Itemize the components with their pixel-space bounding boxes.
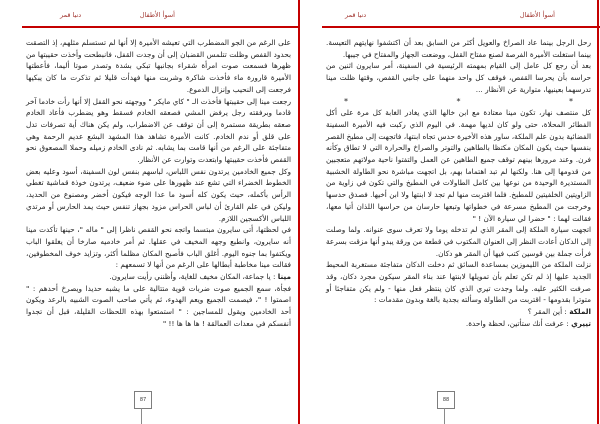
dialog-text: : أين المقر ؟ [527,307,570,317]
header-rule [322,26,600,28]
header-rule [22,26,300,28]
book-title: أسوأ الأطفال [519,11,555,19]
paragraph: رجعت مينا إلى حقيبتها فأخذت الـ " كاي مايكر " ووجهته نحو القفل إلا أنها رأت خادما آخر قادما وبرفقته رجل يرفض المشي فصعقه الخادم فسقط وهو يضطرب فأعاد الخادم صعقه بطريقة مستمرة إلى أن توقف عن الاضطراب، ولم يكن هناك أية تصرفات تدل على قلق أو ندم الخادم. كانت الأميرة تشاهد هذا المشهد البشع عديم الرحمة وهي متفاجئة على الرغم من أنها قامت بما يشابه. ثم نادى الخادم زميله وحملا المصعوق نحو القفص فأخذت حقيبتها وابتعدت وتوارت عن الأنظار. [26,96,291,165]
dialog-text: : يا جماعة، المكان مخيف للغاية، وأظنني رأيت سايرون. [109,272,278,282]
page-body [26,37,291,330]
book-title: أسوأ الأطفال [139,11,175,19]
asterisk-icon: * [344,96,348,106]
dialog-text: : عرفت أنك ستأتين، لحظة واحدة. [465,318,572,328]
page-edge-line [597,0,599,424]
paragraph: كل منتصف نهار، تكون مينا معتادة مع ابن خالها الذي يغادر الغابة كل مرة على أكل الفطائر المحلاة، حتى ولو كان لديها مهمة. في اليوم الذي ركبت فيه الأميرة السفينة الفضائية بدون علم الملكة، ساور هذه الأخيرة حدس تجاه ابنتها، فاتجهت إلى مطبخ القصر بنفسها حيث يكون المكان مكتظا بالطاهين والتوتر والصراخ والحرارة التي لا تطاق وكأنه فرن. وعند مرورها بينهم توقف جميع الطاهين عن العمل والتفتوا ناحية مولاتهم متعجبين من قدومها إلى هنا. ولكنها لم تبد اهتماما بهم، بل اتجهت مباشرة نحو الطاولة الخشبية المستديرة الوحيدة من نوعها بين كامل الطاولات في المطبخ والتي تكون في زاوية من الزاويتين الخلفيتين للمطبخ. فلما اقتربت منها لم تجد لا ابنتها ولا ابن أخيها. فصدق حدسها وخرجت من المطبخ مسرعة في خطواتها وتبعها حارسان من حراسها اللذان أتيا معها، فقالت لهما : " حضرا لي سيارة الآن ! " [326,108,591,223]
book-page-left [20,0,300,424]
page-edge-line [298,0,300,424]
dialog-line [326,318,591,330]
paragraph: على الرغم من الجو المضطرب التي تعيشه الأميرة إلا أنها لم تستسلم مثلهم، إذ التصقت بحدود القفص وظلت تتلمس القضبان إلى أن وجدت القفل، فانبطحت وأخذت حقيبتها من ظهرها فسمعت صوت امرأة شقراء بجانبها تبكي بشدة وتصدر صوتا أليما، فأعطتها الأميرة قارورة ماء فأخذت شاكرة وشربت منها فهدأت قليلا ثم تذكرت ما كان يبكيها فرجعت إلى النحيب وإنزال الدموع. [26,38,291,94]
dialog-speaker: تييري [571,318,591,328]
page-body [326,37,591,330]
asterisk-icon: * [456,96,461,106]
scene-separator [326,96,591,108]
book-page-right [320,0,600,424]
paragraph: اتجهت سيارة الملكة إلى المقر الذي لم تدخله يوما ولا تعرف سوى عنوانه. ولما وصلت إلى الدكان أعادت النظر إلى العنوان المكتوب في قطعة من ورقة يبدو أنها مزقت بسرعة فرأت جملة بين قوسين كتب فيها أن المقر هو دكان. [326,225,591,258]
page-header [20,11,300,19]
dialog-speaker: مينا [277,272,291,282]
page-number: 88 [442,397,450,403]
paragraph: بعد أن رجع كل عامل إلى القيام بمهمته الرئيسية في السفينة، أمر سايرون اثنين من حراسه بأن يحرسا القفص، فوقف كل واحد منهما على جانبي القفص، وقتها ظلت مينا تدرسهما بعينيها، متوارية عن الأنظار ... [326,61,591,94]
dialog-line [26,271,291,283]
dialog-speaker: الملكة [569,307,591,317]
page-number-box [134,391,152,409]
page-marker-line [141,408,142,424]
author-name: دنيا قمر [60,11,82,19]
page-header [320,11,600,19]
page-marker-line [444,408,445,424]
author-name: دنيا قمر [345,11,367,19]
paragraph: فجأة، سمع الجميع صوت ضربات قوية متتالية على ما يشبه حديدا ويصرخ أحدهم : " اصمتوا ! "، فيصمت الجميع ويعم الهدوء، ثم يأتي صاحب الصوت الشبيه بالرعد ويكون أحد الخادمين ويقول للمساجين : " استمتعوا بهذه اللحظات القليلة، قبل أن تجدوا أنفسكم في معدات العمالقة ! ها ها ها !! " [26,283,291,328]
dialog-line [326,306,591,318]
paragraph: رحل الرجل بينما عاد الصراخ والعويل أكثر من السابق بعد أن اكتشفوا نهايتهم التعيسة. بينما استغلت الأميرة الفرصة لصنع مفتاح القفل، ووضعت الجهاز والمفتاح في جيبها. [326,38,591,59]
paragraph: وكل جميع الخادمين يرتدون نفس اللباس، لباسهم بنفس لون السفينة، أسود وعليه بعض الخطوط الخضراء التي تشع عند ظهورها على ضوء ضعيف، يرتدون خوذة قماشية تغطي الرأس بأكمله، حيث يكون كله أسود ما عدا الوجه فيكون أخضر ومصنوع من الحديد، وليكن في علم القارئ أن لباس الحراس مزود بجهاز تنفس حيث يمد الحارس أو مرتدي اللباس الأكسجين اللازم. [26,166,291,223]
paragraph: في لحظتها، أتى سايرون مبتسما واتجه نحو القفص ناظرا إلى " ماله "، حينها تأكدت مينا أنه سايرون، وانطبع وجهه المخيف في عقلها. ثم أمر خادميه صارخا أن يغلقوا الباب ويكتفوا بما جنوه اليوم. أغلق الباب فأصبح المكان مظلما أكثر، وتزايد خوف المخطوفين، فقالت مينا مخاطبة أبطالها على الرغم من أنها لا تسمعهم : [26,225,291,270]
paragraph: نزلت الملكة من الليموزين بمساعدة السائق ثم دخلت الدكان متفاجئة مستغربة المحيط الجديد عليها إذ لم تكن تعلم بأن تمويلها لابنتها عند بناء المقر سيكون مجرد دكان، وقد صرفت الكثير عليه. ولما وجدت تيري الذي كان ينتظر فعل منها - ولم يكن متفاجئا أو متوترا بقدومها - اقتربت من الطاولة وسألته بجدية بالغة وبدون مقدمات : [326,260,591,305]
asterisk-icon: * [569,96,573,106]
page-number-box [437,391,455,409]
page-number: 87 [139,397,147,403]
